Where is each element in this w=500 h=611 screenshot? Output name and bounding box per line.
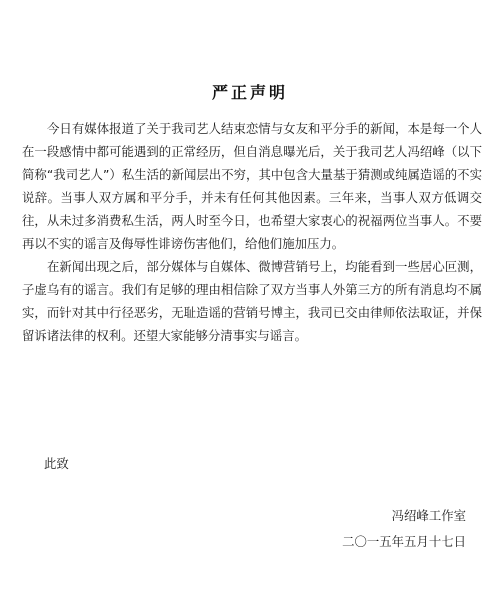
closing-salutation: 此致 [44, 456, 69, 471]
statement-title: 严正声明 [211, 83, 288, 102]
statement-paragraph-1: 今日有媒体报道了关于我司艺人结束恋情与女友和平分手的新闻，本是每一个人在一段感情中都可能遇到的正常经历，但自消息曝光后，关于我司艺人冯绍峰（以下简称“我司艺人”）私生活的新闻层出不穷，其中包含大量基于猜测或纯属造谣的不实说辞。当事人双方属和平分手，并未有任何其他因素。三年来，当事人双方低调交往，从未过多消费私生活，两人时至今日，也希望大家衷心的祝福两位当事人。不要再以不实的谣言及侮辱性诽谤伤害他们，给他们施加压力。 [22, 121, 482, 251]
statement-body [22, 117, 482, 347]
signature-organization: 冯绍峰工作室 [391, 508, 466, 523]
statement-paragraph-2: 在新闻出现之后，部分媒体与自媒体、微博营销号上，均能看到一些居心叵测，子虚乌有的谣言。我们有足够的理由相信除了双方当事人外第三方的所有消息均不属实，而针对其中行径恶劣，无耻造谣的营销号博主，我司已交由律师依法取证，并保留诉诸法律的权利。还望大家能够分清事实与谣言。 [22, 259, 482, 343]
signature-date: 二〇一五年五月十七日 [342, 534, 466, 549]
